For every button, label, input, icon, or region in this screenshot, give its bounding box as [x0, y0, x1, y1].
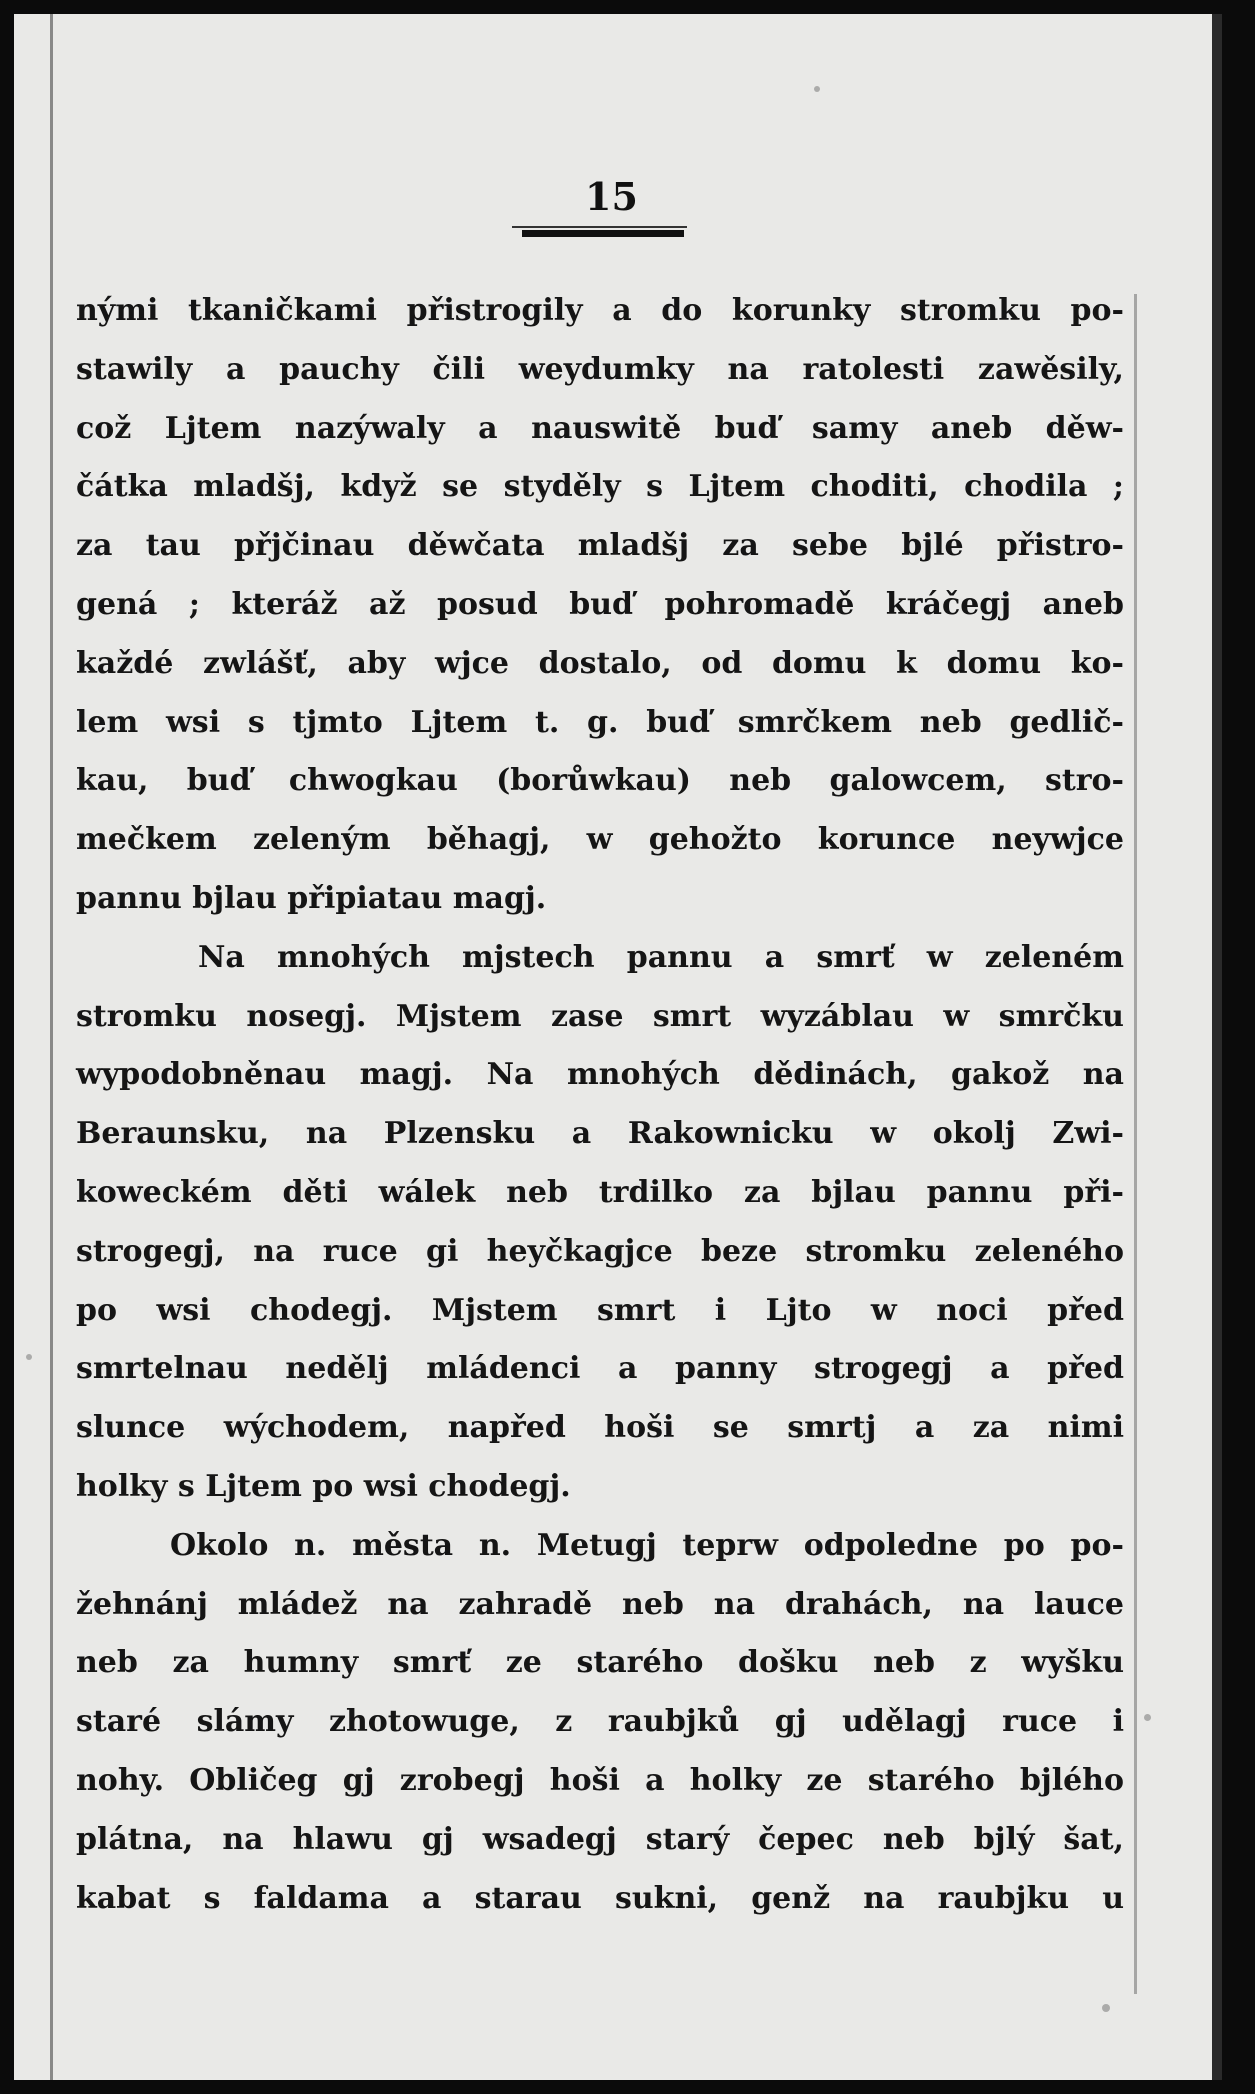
text-line: za tau přjčinau děwčata mladšj za sebe bjlé přistro- — [76, 528, 1124, 564]
text-line: Okolo n. města n. Metugj teprw odpoledne po po- — [170, 1527, 1124, 1563]
text-line: čátka mladšj, když se styděly s Ljtem choditi, chodila ; — [76, 469, 1124, 505]
page-left-edge — [50, 14, 53, 2080]
text-line: každé zwlášť, aby wjce dostalo, od domu k domu ko- — [76, 645, 1124, 681]
text-line: stawily a pauchy čili weydumky na ratolesti zawěsily, — [76, 351, 1124, 387]
binding-shadow — [1134, 294, 1137, 1994]
page-right-edge — [1212, 14, 1222, 2080]
text-line: holky s Ljtem po wsi chodegj. — [76, 1468, 571, 1504]
book-page — [14, 14, 1222, 2080]
header-rule — [522, 230, 684, 237]
text-line: wypodobněnau magj. Na mnohých dědinách, gakož na — [76, 1057, 1124, 1093]
page-number: 15 — [585, 174, 638, 219]
ink-speck — [1144, 1714, 1151, 1721]
text-line: nými tkaničkami přistrogily a do korunky stromku po- — [76, 293, 1124, 328]
text-line: mečkem zeleným běhagj, w gehožto korunce neywjce — [76, 822, 1124, 858]
text-line: gená ; kteráž až posud buď pohromadě kráčegj aneb — [76, 586, 1124, 622]
text-line: kabat s faldama a starau sukni, genž na raubjku u — [76, 1880, 1124, 1916]
text-line: po wsi chodegj. Mjstem smrt i Ljto w noci před — [76, 1292, 1124, 1328]
text-line: žehnánj mládež na zahradě neb na drahách, na lauce — [76, 1586, 1124, 1622]
text-line: což Ljtem nazýwaly a nauswitě buď samy aneb děw- — [76, 410, 1124, 446]
text-line: strogegj, na ruce gi heyčkagjce beze stromku zeleného — [76, 1233, 1124, 1269]
text-line: staré slámy zhotowuge, z raubjků gj udělagj ruce i — [76, 1704, 1124, 1740]
text-line: nohy. Obličeg gj zrobegj hoši a holky ze starého bjlého — [76, 1762, 1124, 1798]
text-line: plátna, na hlawu gj wsadegj starý čepec neb bjlý šat, — [76, 1821, 1124, 1857]
text-line: smrtelnau nedělj mládenci a panny strogegj a před — [76, 1351, 1124, 1387]
text-line: pannu bjlau připiatau magj. — [76, 880, 547, 916]
text-line: lem wsi s tjmto Ljtem t. g. buď smrčkem neb gedlič- — [76, 704, 1124, 740]
text-line: slunce wýchodem, napřed hoši se smrtj a za nimi — [76, 1410, 1124, 1446]
text-line: Beraunsku, na Plzensku a Rakownicku w okolj Zwi- — [76, 1116, 1124, 1152]
body-text — [76, 282, 1124, 1928]
text-line: stromku nosegj. Mjstem zase smrt wyzáblau w smrčku — [76, 998, 1124, 1034]
ink-speck — [26, 1354, 32, 1360]
ink-speck — [1102, 2004, 1110, 2012]
text-line: neb za humny smrť ze starého došku neb z wyšku — [76, 1645, 1124, 1681]
text-line: Na mnohých mjstech pannu a smrť w zeleném — [198, 939, 1124, 975]
text-line: kau, buď chwogkau (borůwkau) neb galowcem, stro- — [76, 763, 1124, 799]
header-rule-thin — [512, 226, 687, 228]
text-line: koweckém děti wálek neb trdilko za bjlau pannu při- — [76, 1174, 1124, 1210]
ink-speck — [814, 86, 820, 92]
